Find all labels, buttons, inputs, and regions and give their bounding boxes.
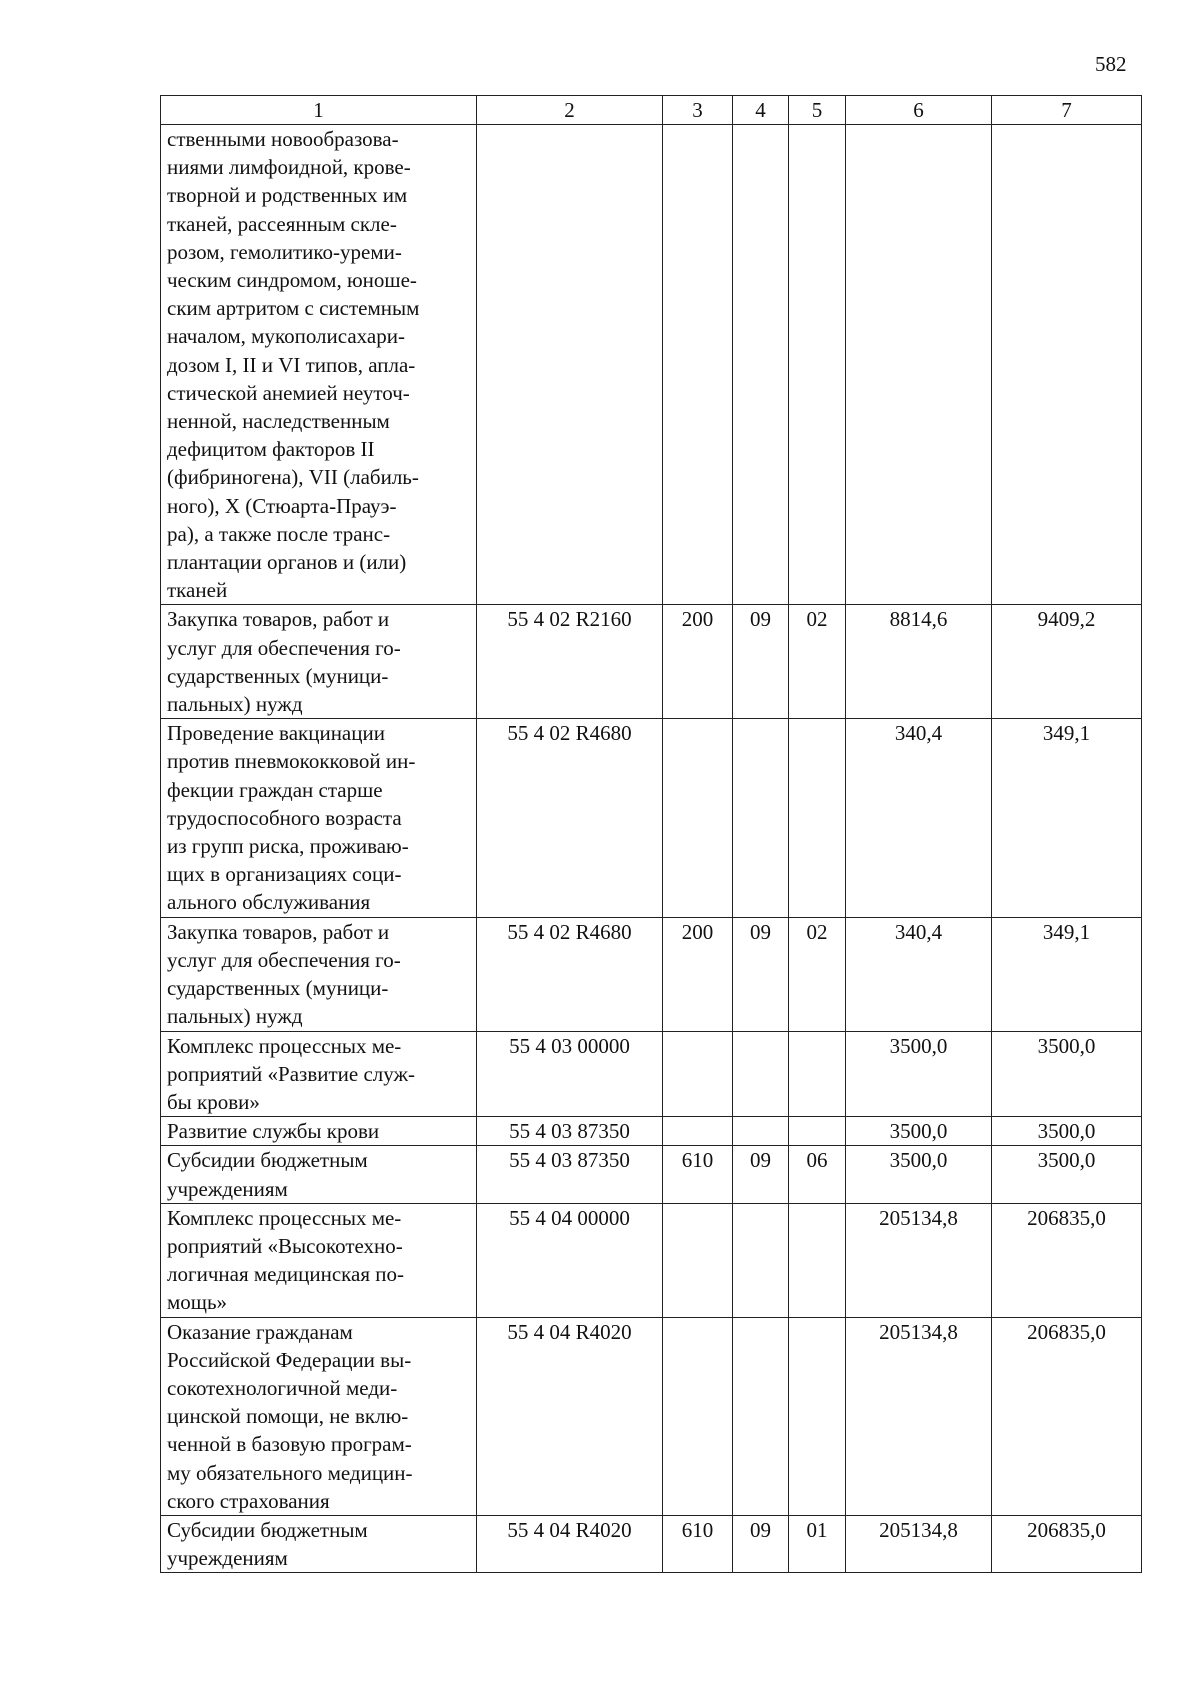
- description-line: цинской помощи, не вклю-: [167, 1404, 409, 1429]
- description-line: учреждениям: [167, 1176, 288, 1201]
- expense-type-cell: 200: [663, 917, 733, 1031]
- description-line: услуг для обеспечения го-: [167, 947, 401, 972]
- page-number: 582: [1095, 52, 1127, 76]
- description-line: сударственных (муници-: [167, 976, 389, 1001]
- description-line: пальных) нужд: [167, 1004, 303, 1029]
- amount-year2-cell: 206835,0: [992, 1317, 1142, 1515]
- description-line: тканей, рассеянным скле-: [167, 211, 397, 236]
- description-line: розом, гемолитико-уреми-: [167, 239, 402, 264]
- description-line: Субсидии бюджетным: [167, 1148, 368, 1173]
- subsection-cell: [789, 719, 846, 917]
- description-line: творной и родственных им: [167, 183, 408, 208]
- table-row: [161, 719, 1142, 917]
- subsection-cell: [789, 1031, 846, 1117]
- expense-type-cell: [663, 1031, 733, 1117]
- amount-year1-cell: 205134,8: [846, 1317, 992, 1515]
- description-line: фекции граждан старше: [167, 777, 383, 802]
- description-line: ченной в базовую програм-: [167, 1432, 412, 1457]
- column-header: 5: [789, 96, 846, 125]
- subsection-cell: [789, 1317, 846, 1515]
- row-description: [161, 605, 477, 719]
- expense-type-cell: [663, 125, 733, 605]
- budget-table: [160, 95, 1142, 1573]
- description-line: щих в организациях соци-: [167, 862, 402, 887]
- expense-type-cell: 200: [663, 605, 733, 719]
- section-cell: [733, 719, 789, 917]
- amount-year2-cell: 349,1: [992, 719, 1142, 917]
- description-line: логичная медицинская по-: [167, 1262, 404, 1287]
- row-description: [161, 1515, 477, 1572]
- table-row: [161, 1146, 1142, 1203]
- description-line: плантации органов и (или): [167, 550, 407, 575]
- description-line: ра), а также после транс-: [167, 521, 391, 546]
- target-code-cell: 55 4 02 R4680: [477, 917, 663, 1031]
- table-row: [161, 1203, 1142, 1317]
- row-description: [161, 719, 477, 917]
- description-line: ским артритом с системным: [167, 296, 420, 321]
- description-line: против пневмококковой ин-: [167, 749, 416, 774]
- description-line: роприятий «Высокотехно-: [167, 1233, 403, 1258]
- subsection-cell: 02: [789, 605, 846, 719]
- target-code-cell: 55 4 02 R2160: [477, 605, 663, 719]
- row-description: [161, 1203, 477, 1317]
- table-row: [161, 917, 1142, 1031]
- header-row: [161, 96, 1142, 125]
- expense-type-cell: [663, 1203, 733, 1317]
- target-code-cell: 55 4 03 87350: [477, 1146, 663, 1203]
- row-description: [161, 1117, 477, 1146]
- section-cell: [733, 1317, 789, 1515]
- description-line: трудоспособного возраста: [167, 805, 402, 830]
- description-line: бы крови»: [167, 1089, 260, 1114]
- description-line: учреждениям: [167, 1546, 288, 1571]
- row-description: [161, 1146, 477, 1203]
- row-description: [161, 917, 477, 1031]
- target-code-cell: 55 4 04 R4020: [477, 1515, 663, 1572]
- row-description: [161, 125, 477, 605]
- description-line: Проведение вакцинации: [167, 721, 385, 746]
- description-line: ского страхования: [167, 1488, 330, 1513]
- amount-year1-cell: 3500,0: [846, 1117, 992, 1146]
- description-line: Оказание гражданам: [167, 1319, 353, 1344]
- description-line: Субсидии бюджетным: [167, 1517, 368, 1542]
- table-row: [161, 1515, 1142, 1572]
- subsection-cell: [789, 125, 846, 605]
- column-header: 2: [477, 96, 663, 125]
- subsection-cell: [789, 1203, 846, 1317]
- table-row: [161, 125, 1142, 605]
- description-line: стической анемией неуточ-: [167, 380, 410, 405]
- amount-year2-cell: [992, 125, 1142, 605]
- description-line: ного), X (Стюарта-Прауэ-: [167, 493, 397, 518]
- amount-year2-cell: 3500,0: [992, 1146, 1142, 1203]
- amount-year2-cell: 9409,2: [992, 605, 1142, 719]
- description-line: му обязательного медицин-: [167, 1460, 413, 1485]
- expense-type-cell: [663, 1117, 733, 1146]
- amount-year1-cell: [846, 125, 992, 605]
- expense-type-cell: 610: [663, 1146, 733, 1203]
- subsection-cell: 02: [789, 917, 846, 1031]
- description-line: тканей: [167, 578, 228, 603]
- section-cell: [733, 1031, 789, 1117]
- description-line: дефицитом факторов II: [167, 437, 375, 462]
- description-line: ческим синдромом, юноше-: [167, 268, 417, 293]
- description-line: ненной, наследственным: [167, 409, 390, 434]
- target-code-cell: 55 4 02 R4680: [477, 719, 663, 917]
- amount-year2-cell: 3500,0: [992, 1031, 1142, 1117]
- column-header: 3: [663, 96, 733, 125]
- subsection-cell: [789, 1117, 846, 1146]
- amount-year2-cell: 206835,0: [992, 1515, 1142, 1572]
- description-line: ального обслуживания: [167, 890, 371, 915]
- target-code-cell: 55 4 04 R4020: [477, 1317, 663, 1515]
- subsection-cell: 06: [789, 1146, 846, 1203]
- table-row: [161, 605, 1142, 719]
- section-cell: 09: [733, 1515, 789, 1572]
- section-cell: [733, 1203, 789, 1317]
- description-line: Закупка товаров, работ и: [167, 919, 390, 944]
- subsection-cell: 01: [789, 1515, 846, 1572]
- amount-year2-cell: 3500,0: [992, 1117, 1142, 1146]
- description-line: роприятий «Развитие служ-: [167, 1061, 416, 1086]
- target-code-cell: 55 4 04 00000: [477, 1203, 663, 1317]
- column-header: 6: [846, 96, 992, 125]
- row-description: [161, 1317, 477, 1515]
- amount-year1-cell: 3500,0: [846, 1146, 992, 1203]
- row-description: [161, 1031, 477, 1117]
- target-code-cell: 55 4 03 87350: [477, 1117, 663, 1146]
- section-cell: [733, 1117, 789, 1146]
- description-line: Развитие службы крови: [167, 1119, 380, 1144]
- description-line: сударственных (муници-: [167, 663, 389, 688]
- description-line: дозом I, II и VI типов, апла-: [167, 352, 416, 377]
- column-header: 4: [733, 96, 789, 125]
- expense-type-cell: [663, 1317, 733, 1515]
- section-cell: 09: [733, 1146, 789, 1203]
- target-code-cell: [477, 125, 663, 605]
- description-line: услуг для обеспечения го-: [167, 635, 401, 660]
- amount-year2-cell: 206835,0: [992, 1203, 1142, 1317]
- description-line: ниями лимфоидной, крове-: [167, 155, 411, 180]
- expense-type-cell: [663, 719, 733, 917]
- description-line: Комплекс процессных ме-: [167, 1033, 402, 1058]
- column-header: 7: [992, 96, 1142, 125]
- section-cell: [733, 125, 789, 605]
- section-cell: 09: [733, 605, 789, 719]
- expense-type-cell: 610: [663, 1515, 733, 1572]
- description-line: Российской Федерации вы-: [167, 1347, 412, 1372]
- description-line: Комплекс процессных ме-: [167, 1205, 402, 1230]
- description-line: началом, мукополисахари-: [167, 324, 405, 349]
- amount-year2-cell: 349,1: [992, 917, 1142, 1031]
- amount-year1-cell: 205134,8: [846, 1203, 992, 1317]
- description-line: из групп риска, проживаю-: [167, 834, 409, 859]
- table-row: [161, 1117, 1142, 1146]
- description-line: Закупка товаров, работ и: [167, 607, 390, 632]
- description-line: (фибриногена), VII (лабиль-: [167, 465, 419, 490]
- amount-year1-cell: 205134,8: [846, 1515, 992, 1572]
- table-row: [161, 1317, 1142, 1515]
- description-line: мощь»: [167, 1290, 228, 1315]
- amount-year1-cell: 340,4: [846, 719, 992, 917]
- target-code-cell: 55 4 03 00000: [477, 1031, 663, 1117]
- section-cell: 09: [733, 917, 789, 1031]
- amount-year1-cell: 340,4: [846, 917, 992, 1031]
- description-line: ственными новообразова-: [167, 127, 399, 151]
- table-row: [161, 1031, 1142, 1117]
- column-header: 1: [161, 96, 477, 125]
- description-line: сокотехнологичной меди-: [167, 1375, 398, 1400]
- amount-year1-cell: 3500,0: [846, 1031, 992, 1117]
- description-line: пальных) нужд: [167, 692, 303, 717]
- amount-year1-cell: 8814,6: [846, 605, 992, 719]
